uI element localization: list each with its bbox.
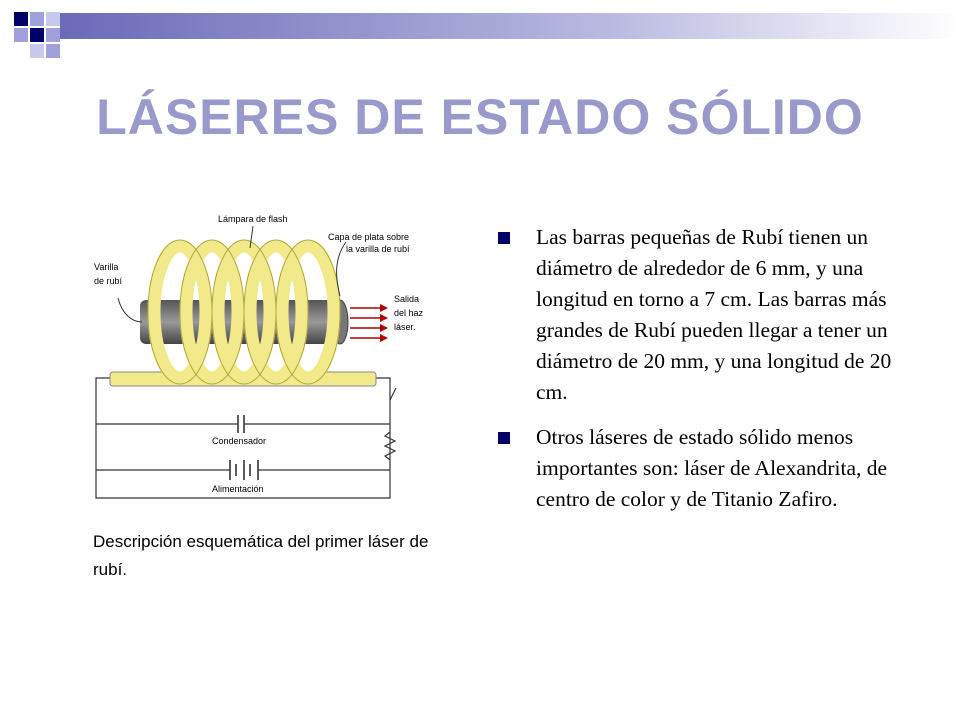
bullet-item xyxy=(498,222,918,408)
label-ruby-rod-2: de rubí xyxy=(94,276,123,286)
deco-square-dark xyxy=(14,12,28,26)
bullet-list xyxy=(498,222,918,529)
capacitor-symbol xyxy=(238,415,244,433)
square-bullet-icon xyxy=(498,432,510,444)
label-power: Alimentación xyxy=(212,484,264,494)
ruby-laser-diagram xyxy=(78,200,438,510)
bullet-item xyxy=(498,422,918,515)
bullet-text: Otros láseres de estado sólido menos importantes son: láser de Alexandrita, de centro de color y de Titanio Zafiro. xyxy=(536,425,888,511)
label-beam-3: láser. xyxy=(394,322,416,332)
laser-beam-arrows xyxy=(350,308,380,338)
figure-caption: Descripción esquemática del primer láser de rubí. xyxy=(93,532,429,579)
header-gradient-bar xyxy=(60,13,960,39)
bullet-text: Las barras pequeñas de Rubí tienen un diámetro de alrededor de 6 mm, y una longitud en torno a 7 cm. Las barras más grandes de Rubí pueden llegar a tener un diámetro de 20 mm, y una longitud de 20 cm. xyxy=(536,225,892,404)
deco-square-light xyxy=(30,44,44,58)
deco-square-light xyxy=(14,28,28,42)
label-silver-coat-2: la varilla de rubí xyxy=(346,244,410,254)
label-beam-1: Salida xyxy=(394,294,420,304)
label-beam-2: del haz xyxy=(394,308,424,318)
deco-square-light xyxy=(46,28,60,42)
label-flash-lamp: Lámpara de flash xyxy=(218,214,288,224)
label-capacitor: Condensador xyxy=(212,436,267,446)
battery-symbol xyxy=(230,460,258,480)
label-silver-coat-1: Capa de plata sobre xyxy=(328,232,410,242)
deco-square-light xyxy=(46,44,60,58)
deco-square-dark xyxy=(30,28,44,42)
switch-symbol xyxy=(390,388,396,400)
square-bullet-icon xyxy=(498,232,510,244)
slide-title: LÁSERES DE ESTADO SÓLIDO xyxy=(96,89,864,145)
deco-square-light xyxy=(46,12,60,26)
deco-square-light xyxy=(30,12,44,26)
label-ruby-rod-1: Varilla xyxy=(94,262,119,272)
